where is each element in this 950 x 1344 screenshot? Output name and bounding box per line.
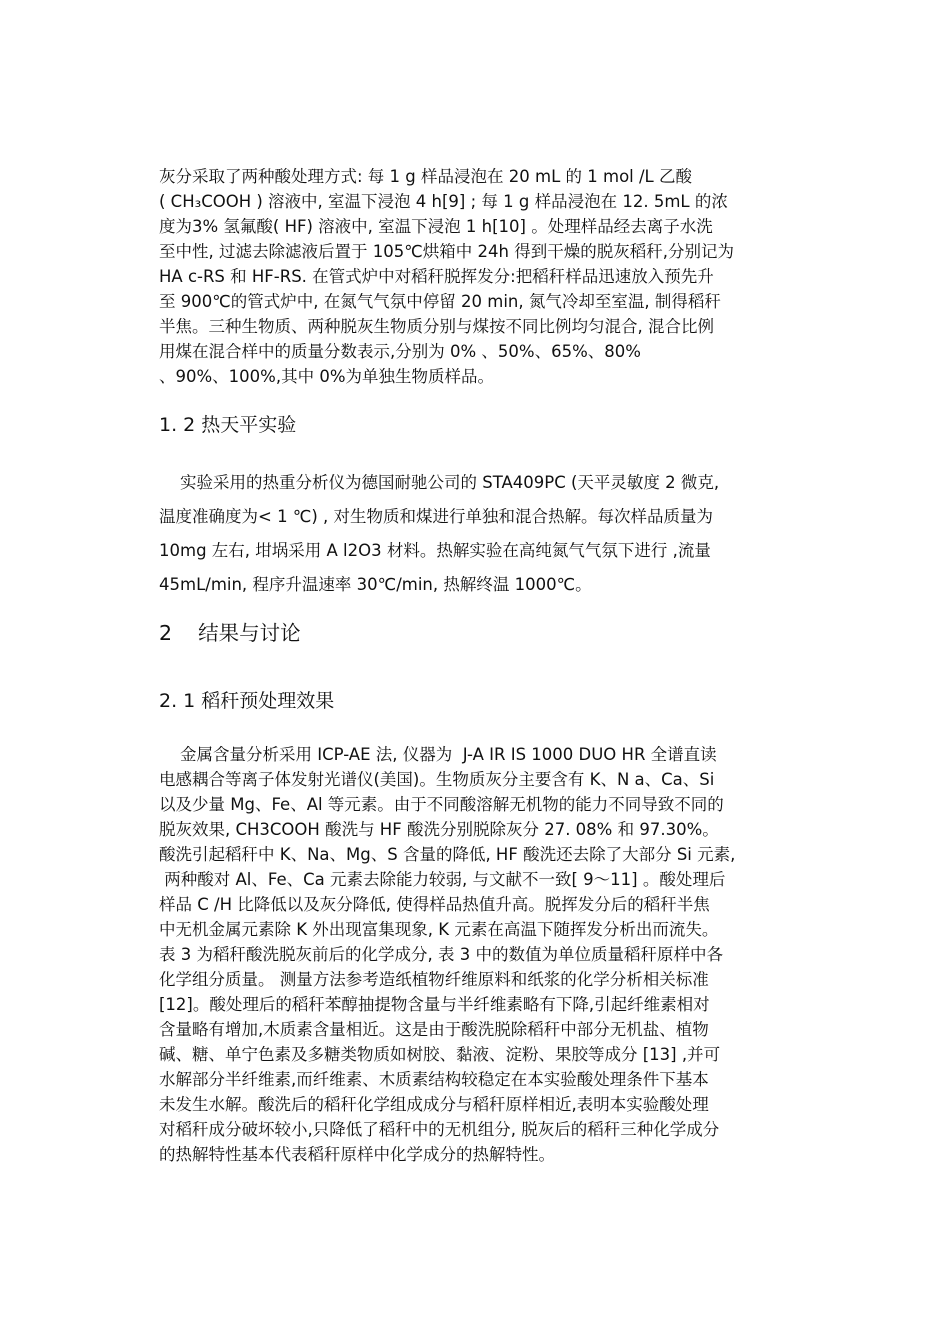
text-line: 化学组分质量。 测量方法参考造纸植物纤维原料和纸浆的化学分析相关标准 bbox=[159, 970, 709, 989]
text-line: 对稻秆成分破坏较小,只降低了稻秆中的无机组分, 脱灰后的稻秆三种化学成分 bbox=[159, 1120, 720, 1139]
text-line: 的热解特性基本代表稻秆原样中化学成分的热解特性。 bbox=[159, 1145, 555, 1164]
text-line: 含量略有增加,木质素含量相近。这是由于酸洗脱除稻秆中部分无机盐、植物 bbox=[159, 1020, 709, 1039]
text-line: ( CH₃COOH ) 溶液中, 室温下浸泡 4 h[9] ; 每 1 g 样品浸泡在 12. 5mL 的浓 bbox=[159, 192, 728, 211]
text-line: 至 900℃的管式炉中, 在氮气气氛中停留 20 min, 氮气冷却至室温, 制得稻秆 bbox=[159, 292, 721, 311]
thermobalance-paragraph bbox=[159, 466, 819, 602]
text-line: 中无机金属元素除 K 外出现富集现象, K 元素在高温下随挥发分析出而流失。 bbox=[159, 920, 719, 939]
text-line: 未发生水解。酸洗后的稻秆化学组成成分与稻秆原样相近,表明本实验酸处理 bbox=[159, 1095, 709, 1114]
text-line: 酸洗引起稻秆中 K、Na、Mg、S 含量的降低, HF 酸洗还去除了大部分 Si 元素, bbox=[159, 845, 736, 864]
text-line: 表 3 为稻秆酸洗脱灰前后的化学成分, 表 3 中的数值为单位质量稻秆原样中各 bbox=[159, 945, 723, 964]
text-line: 以及少量 Mg、Fe、Al 等元素。由于不同酸溶解无机物的能力不同导致不同的 bbox=[159, 795, 724, 814]
text-line: 金属含量分析采用 ICP-AE 法, 仪器为 J-A IR IS 1000 DUO HR 全谱直读 bbox=[159, 745, 717, 764]
pretreatment-paragraph bbox=[159, 742, 819, 1167]
section-heading-2: 2 结果与讨论 bbox=[159, 621, 301, 645]
text-line: 灰分采取了两种酸处理方式: 每 1 g 样品浸泡在 20 mL 的 1 mol /L 乙酸 bbox=[159, 167, 692, 186]
text-line: 10mg 左右, 坩埚采用 A l2O3 材料。热解实验在高纯氮气气氛下进行 ,流量 bbox=[159, 541, 711, 560]
text-line: 两种酸对 Al、Fe、Ca 元素去除能力较弱, 与文献不一致[ 9～11] 。酸处理后 bbox=[159, 870, 726, 889]
text-line: 温度准确度为< 1 ℃) , 对生物质和煤进行单独和混合热解。每次样品质量为 bbox=[159, 507, 714, 526]
text-line: 半焦。三种生物质、两种脱灰生物质分别与煤按不同比例均匀混合, 混合比例 bbox=[159, 317, 714, 336]
section-heading-1-2: 1. 2 热天平实验 bbox=[159, 414, 297, 436]
text-line: 、90%、100%,其中 0%为单独生物质样品。 bbox=[159, 367, 495, 386]
text-line: 度为3% 氢氟酸( HF) 溶液中, 室温下浸泡 1 h[10] 。处理样品经去离子水洗 bbox=[159, 217, 713, 236]
section-heading-2-1: 2. 1 稻秆预处理效果 bbox=[159, 690, 335, 712]
text-line: HA c-RS 和 HF-RS. 在管式炉中对稻秆脱挥发分:把稻秆样品迅速放入预先升 bbox=[159, 267, 714, 286]
text-line: 45mL/min, 程序升温速率 30℃/min, 热解终温 1000℃。 bbox=[159, 575, 592, 594]
text-line: 实验采用的热重分析仪为德国耐驰公司的 STA409PC (天平灵敏度 2 微克, bbox=[159, 473, 720, 492]
text-line: 脱灰效果, CH3COOH 酸洗与 HF 酸洗分别脱除灰分 27. 08% 和 97.30%。 bbox=[159, 820, 719, 839]
text-line: 至中性, 过滤去除滤液后置于 105℃烘箱中 24h 得到干燥的脱灰稻秆,分别记为 bbox=[159, 242, 734, 261]
text-line: 碱、糖、单宁色素及多糖类物质如树胶、黏液、淀粉、果胶等成分 [13] ,并可 bbox=[159, 1045, 721, 1064]
text-line: 样品 C /H 比降低以及灰分降低, 使得样品热值升高。脱挥发分后的稻秆半焦 bbox=[159, 895, 710, 914]
text-line: 电感耦合等离子体发射光谱仪(美国)。生物质灰分主要含有 K、N a、Ca、Si bbox=[159, 770, 715, 789]
text-line: [12]。酸处理后的稻秆苯醇抽提物含量与半纤维素略有下降,引起纤维素相对 bbox=[159, 995, 710, 1014]
intro-paragraph bbox=[159, 164, 819, 389]
text-line: 水解部分半纤维素,而纤维素、木质素结构较稳定在本实验酸处理条件下基本 bbox=[159, 1070, 709, 1089]
text-line: 用煤在混合样中的质量分数表示,分别为 0% 、50%、65%、80% bbox=[159, 342, 641, 361]
